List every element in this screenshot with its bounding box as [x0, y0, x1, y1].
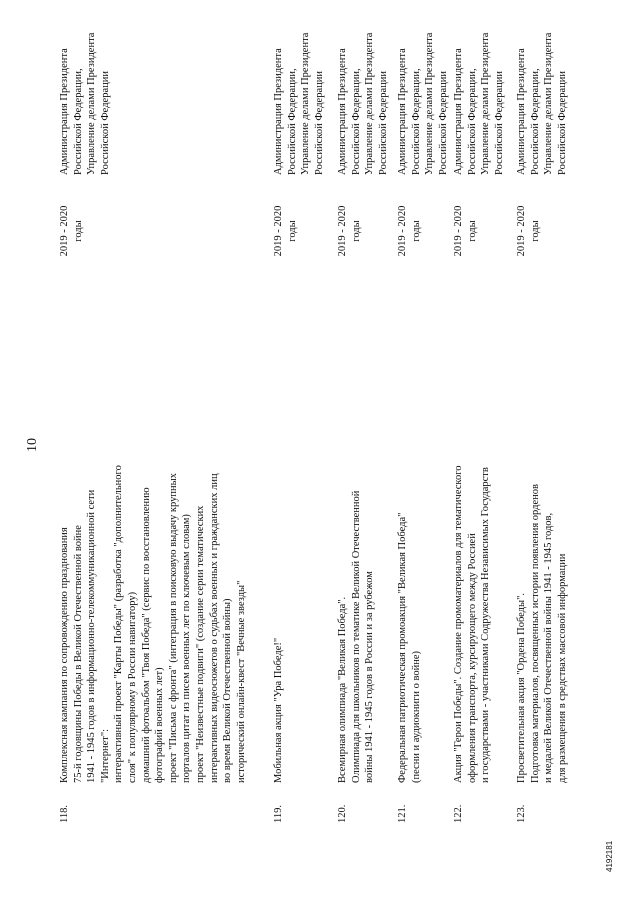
row-number: 122. [453, 804, 464, 823]
row-number: 120. [337, 804, 348, 823]
responsible-line: Управление делами Президента [543, 32, 555, 175]
responsible-line: Управление делами Президента [480, 32, 492, 175]
responsible-executors [452, 5, 506, 175]
implementation-period [452, 187, 479, 275]
responsible-line: Управление делами Президента [364, 32, 376, 175]
responsible-line: Российской Федерации [493, 71, 505, 175]
responsible-line: Российской Федерации, [72, 68, 84, 175]
responsible-line: Российской Федерации, [350, 68, 362, 175]
measure-description [336, 283, 377, 783]
responsible-executors [58, 5, 112, 175]
row-number: 123. [516, 804, 527, 823]
period-line: 2019 - 2020 [337, 205, 348, 257]
responsible-line: Российской Федерации [556, 71, 568, 175]
period-line: 2019 - 2020 [453, 205, 464, 257]
measure-description [515, 283, 569, 783]
description-line: Комплексная кампания по сопровождению празднования [59, 527, 70, 783]
period-line: годы [286, 220, 298, 242]
description-line: порталов цитат из писем военных лет по ключевым словам) [181, 514, 193, 783]
description-line: 1941 - 1945 годов в информационно-телекоммуникационной сети [86, 489, 98, 783]
responsible-line: Российской Федерации, [466, 68, 478, 175]
responsible-line: Российской Федерации, [286, 68, 298, 175]
row-number: 118. [59, 805, 70, 823]
responsible-line: Управление делами Президента [424, 32, 436, 175]
responsible-line: Российской Федерации, [410, 68, 422, 175]
responsible-line: Администрация Президента [453, 48, 464, 175]
description-line: оформления транспорта, курсирующего между Россией [466, 533, 478, 783]
responsible-line: Российской Федерации [99, 71, 111, 175]
responsible-line: Администрация Президента [337, 48, 348, 175]
document-id: 4192181 [605, 840, 614, 872]
description-line: (песни и аудиокниги о войне) [410, 650, 422, 783]
period-line: годы [466, 220, 478, 242]
row-number: 121. [397, 804, 408, 823]
implementation-period [336, 187, 363, 275]
description-line: проект "Письма с фронта" (интеграция в поисковую выдачу крупных [167, 473, 179, 783]
measure-description [58, 283, 248, 783]
description-line: проект "Неизвестные подвиги" (создание серии тематических [194, 505, 206, 783]
responsible-executors [396, 5, 450, 175]
description-line: Акция "Герои Победы". Создание промоматериалов для тематического [453, 465, 464, 783]
description-line: Просветительная акция "Ордена Победы". [516, 593, 527, 783]
period-line: 2019 - 2020 [59, 205, 70, 257]
description-line: слоя" к популярному в России навигатору) [126, 591, 138, 783]
description-line: во время Великой Отечественной войны) [222, 598, 234, 783]
period-line: 2019 - 2020 [273, 205, 284, 257]
description-line: Мобильная акция "Ура Победе!" [273, 637, 284, 783]
responsible-line: Российской Федерации [437, 71, 449, 175]
responsible-line: Российской Федерации [377, 71, 389, 175]
measure-description [396, 283, 423, 783]
period-line: годы [72, 220, 84, 242]
page-number: 10 [25, 438, 40, 452]
responsible-executors [336, 5, 390, 175]
responsible-line: Российской Федерации [313, 71, 325, 175]
description-line: Всемирная олимпиада "Великая Победа". [337, 596, 348, 783]
implementation-period [272, 187, 299, 275]
responsible-executors [272, 5, 326, 175]
implementation-period [58, 187, 85, 275]
period-line: годы [410, 220, 422, 242]
measure-description [452, 283, 493, 783]
responsible-line: Администрация Президента [59, 48, 70, 175]
description-line: фотографий военных лет) [154, 667, 166, 783]
period-line: годы [350, 220, 362, 242]
description-line: интерактивный проект "Карты Победы" (разработка "дополнительного [113, 465, 125, 783]
responsible-line: Управление делами Президента [86, 32, 98, 175]
description-line: для размещения в средствах массовой информации [556, 553, 568, 783]
implementation-period [396, 187, 423, 275]
row-number: 119. [273, 805, 284, 823]
description-line: домашний фотоальбом "Твоя Победа" (сервис по восстановлению [140, 487, 152, 783]
description-line: и медалей Великой Отечественной войны 1941 - 1945 годов, [543, 512, 555, 783]
responsible-line: Администрация Президента [397, 48, 408, 175]
description-line: войны 1941 - 1945 годов в России и за рубежом [364, 571, 376, 783]
responsible-line: Управление делами Президента [300, 32, 312, 175]
description-line: исторический онлайн-квест "Вечные звезды" [235, 580, 247, 783]
description-line: и государствами - участниками Содружества Независимых Государств [480, 467, 492, 783]
responsible-line: Администрация Президента [273, 48, 284, 175]
period-line: годы [529, 220, 541, 242]
description-line: Олимпиада для школьников по тематике Великой Отечественной [350, 490, 362, 783]
description-line: Федеральная патриотическая промоакция "Великая Победа" [397, 512, 408, 783]
description-line: Подготовка материалов, посвященных истории появления орденов [529, 484, 541, 783]
period-line: 2019 - 2020 [516, 205, 527, 257]
responsible-line: Администрация Президента [516, 48, 527, 175]
measure-description [272, 283, 286, 783]
responsible-line: Российской Федерации, [529, 68, 541, 175]
period-line: 2019 - 2020 [397, 205, 408, 257]
responsible-executors [515, 5, 569, 175]
description-line: 75-й годовщины Победы в Великой Отечественной войне [72, 525, 84, 783]
description-line: "Интернет": [99, 728, 111, 783]
description-line: интерактивных видеосюжетов о судьбах военных и гражданских лиц [208, 473, 220, 783]
implementation-period [515, 187, 542, 275]
